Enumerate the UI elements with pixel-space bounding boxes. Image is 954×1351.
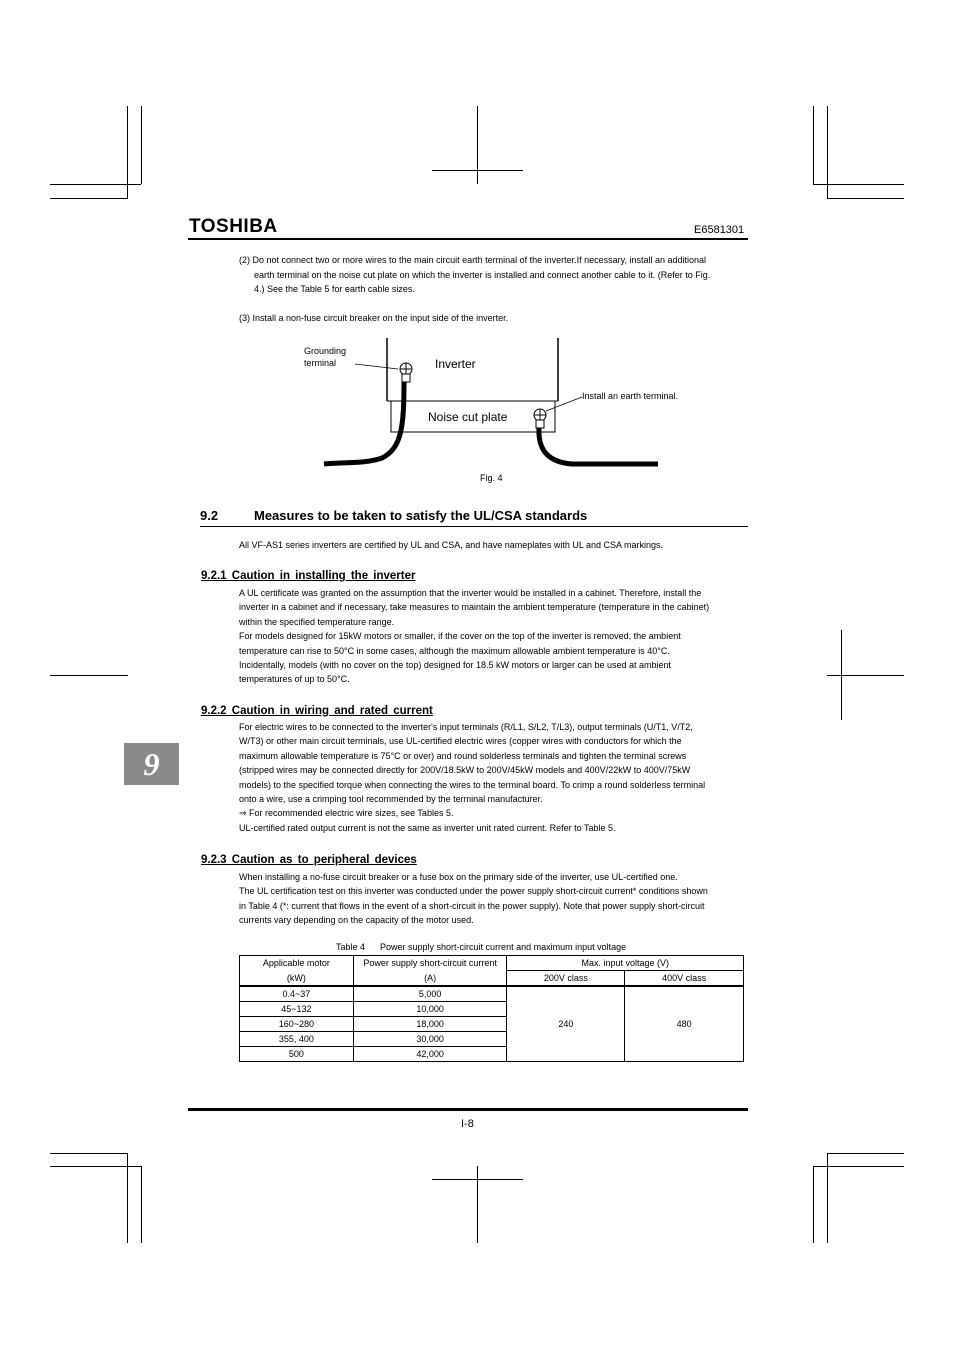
earth-terminal-symbol — [534, 409, 546, 428]
grounding-terminal-label: Grounding terminal — [304, 346, 347, 368]
voltage-200v-value: 240 — [507, 986, 625, 1062]
item-2-line-1: (2) Do not connect two or more wires to the main circuit earth terminal of the inverter.If necessary, install an additional — [239, 255, 707, 265]
subsection-9-2-3-body: When installing a no-fuse circuit breaker or a fuse box on the primary side of the inverter, use UL-certified one. The UL certification test on this inverter was conducted under the power supply short-circuit current* conditions shown in Table 4 (*: current that flows in the event of a short-circuit in the power supply). Note that power supply short-circuit currents vary depending on the capacity of the motor used. — [239, 872, 708, 926]
table-row: 45~132 10,000 — [240, 1002, 744, 1017]
footer-rule — [188, 1108, 748, 1111]
subsection-9-2-3-title: 9.2.3 Caution as to peripheral devices — [201, 854, 417, 866]
header-200v: 200V class — [507, 971, 625, 987]
section-number: 9.2 — [200, 508, 219, 523]
header-rule — [188, 238, 748, 240]
install-earth-label: Install an earth terminal. — [582, 391, 679, 401]
section-rule — [200, 526, 748, 527]
chapter-number: 9 — [143, 746, 160, 782]
chapter-tab — [124, 743, 179, 785]
header-motor-unit: (kW) — [240, 971, 354, 987]
section-title: Measures to be taken to satisfy the UL/CSA standards — [254, 508, 588, 523]
item-2-line-3: 4.) See the Table 5 for earth cable sizes. — [254, 284, 415, 294]
header-400v: 400V class — [625, 971, 744, 987]
subsection-9-2-1-title: 9.2.1 Caution in installing the inverter — [201, 570, 416, 582]
document-number: E6581301 — [694, 224, 745, 236]
table-4-caption: Table 4 Power supply short-circuit current and maximum input voltage — [336, 942, 627, 952]
item-2-line-2: earth terminal on the noise cut plate on which the inverter is installed and connect another cable to it. (Refer to Fig. — [254, 269, 711, 280]
table-4 — [239, 955, 744, 1062]
voltage-400v-value: 480 — [625, 986, 744, 1062]
inverter-label: Inverter — [435, 357, 476, 371]
figure-4-diagram — [300, 336, 700, 476]
subsection-9-2-2-body: For electric wires to be connected to the inverter's input terminals (R/L1, S/L2, T/L3), output terminals (U/T1, V/T2, W/T3) or other main circuit terminals, use UL-certified electric wires (copper wires with conductors for which the maximum allowable temperature is 75°C or over) and round solderless terminals and tighten the terminal screws (stripped wires may be connected directly for 200V/18.5kW to 200V/45kW models and 400V/22kW to 400V/75kW models) to the specified torque when connecting the wires to the terminal board. To crimp a round solderless terminal onto a wire, use a crimping tool recommended by the terminal manufacturer. ⇒ For recommended electric wire sizes, see Tables 5. UL-certified rated output current is not the same as inverter unit rated current. Refer to Table 5. — [239, 722, 706, 833]
item-2 — [239, 253, 749, 297]
figure-caption: Fig. 4 — [480, 473, 503, 483]
page-number: I-8 — [461, 1118, 474, 1130]
subsection-9-2-2-title: 9.2.2 Caution in wiring and rated current — [201, 705, 433, 717]
table-row: 0.4~37 5,000 240 480 — [240, 986, 744, 1002]
table-row: 500 42,000 — [240, 1047, 744, 1062]
subsection-9-2-1-body: A UL certificate was granted on the assumption that the inverter would be installed in a cabinet. Therefore, install the inverter in a cabinet and if necessary, take measures to maintain the ambient temperature (temperature in the cabinet) within the specified temperature range. For models designed for 15kW motors or smaller, if the cover on the top of the inverter is removed, the ambient temperature can rise to 50°C in some cases, although the maximum allowable ambient temperature is 40°C. Incidentally, models (with no cover on the top) designed for 18.5 kW motors or larger can be used at ambient temperatures of up to 50°C. — [239, 588, 710, 685]
grounding-terminal-symbol — [400, 363, 412, 382]
toshiba-logo: TOSHIBA — [189, 216, 278, 237]
header-current-unit: (A) — [353, 971, 507, 987]
header-motor: Applicable motor — [240, 956, 354, 971]
header-voltage: Max. input voltage (V) — [507, 956, 744, 971]
item-3: (3) Install a non-fuse circuit breaker on the input side of the inverter. — [239, 313, 509, 323]
table-row: 160~280 18,000 — [240, 1017, 744, 1032]
header-current: Power supply short-circuit current — [353, 956, 507, 971]
section-intro: All VF-AS1 series inverters are certified by UL and CSA, and have nameplates with UL and CSA markings. — [239, 540, 664, 550]
table-row: 355, 400 30,000 — [240, 1032, 744, 1047]
noise-cut-plate-label: Noise cut plate — [428, 410, 508, 424]
